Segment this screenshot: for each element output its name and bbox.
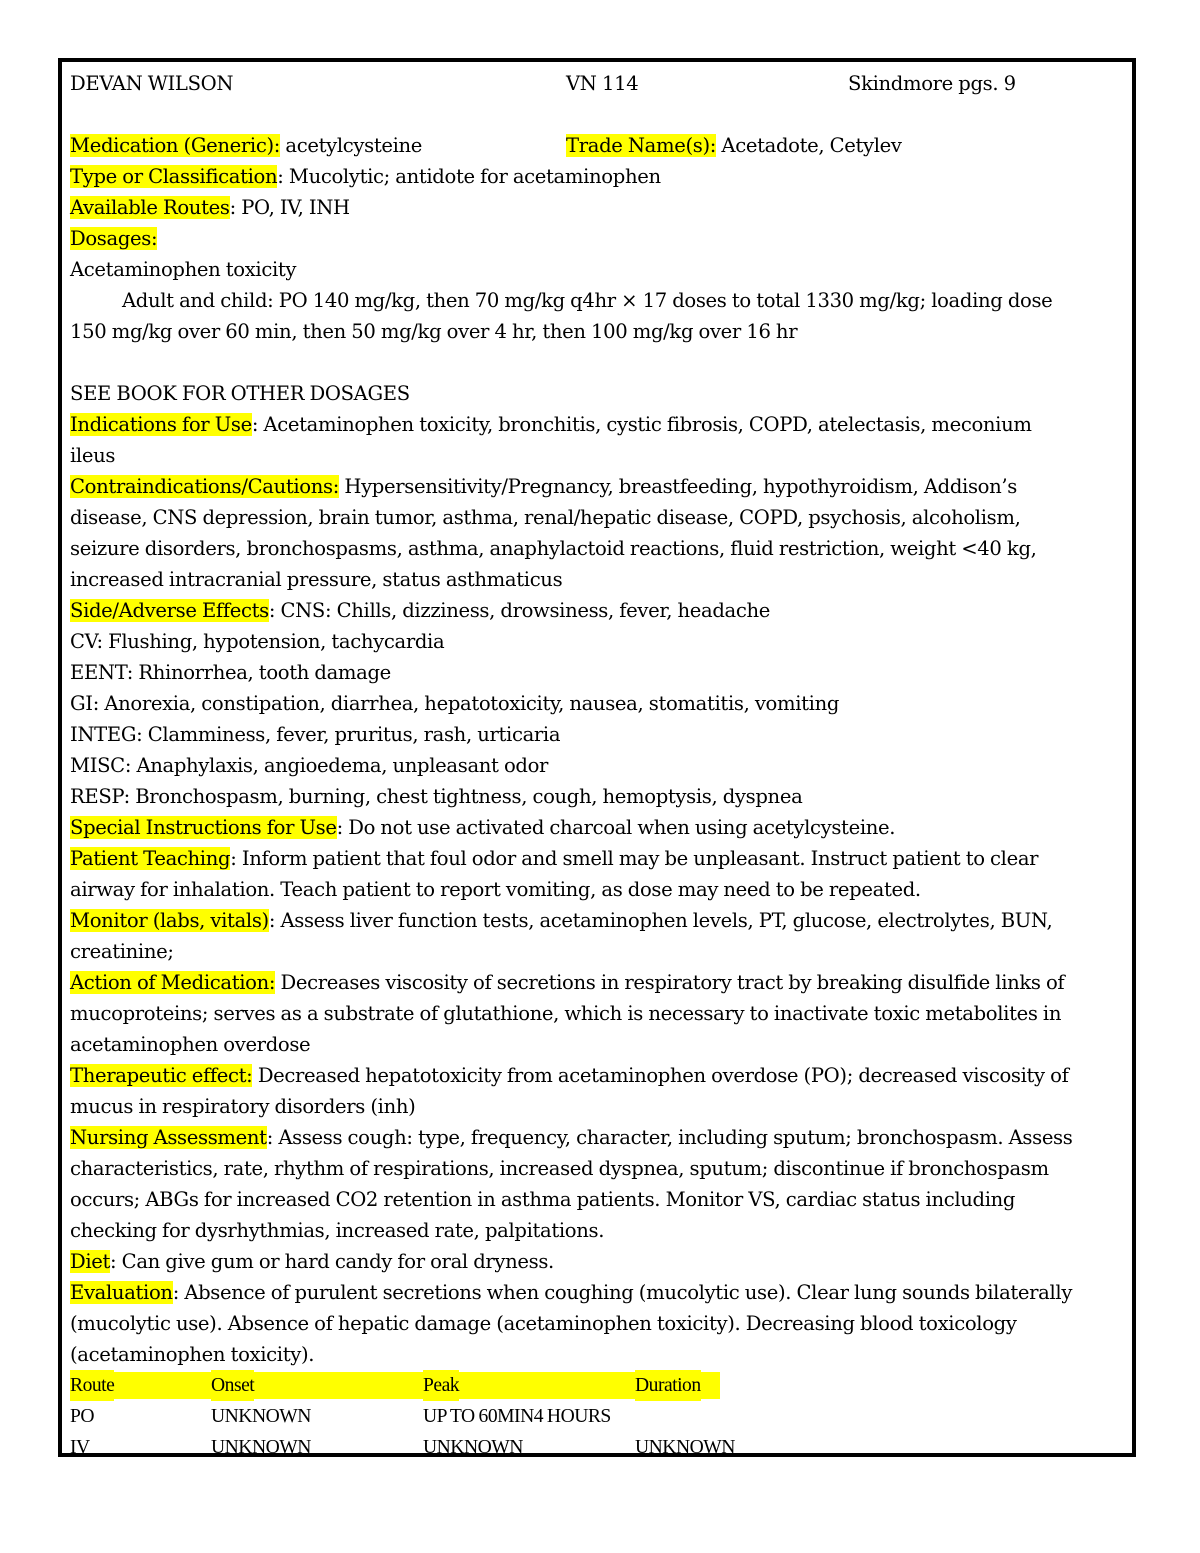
dosage-line: Adult and child: PO 140 mg/kg, then 70 mg/kg q4hr × 17 doses to total 1330 mg/kg; loading dose	[122, 289, 1053, 312]
monitor-label: Monitor (labs, vitals)	[70, 909, 269, 932]
side-effects-gi: GI: Anorexia, constipation, diarrhea, hepatotoxicity, nausea, stomatitis, vomiting	[70, 692, 840, 715]
reference-pages: Skindmore pgs. 9	[848, 72, 1016, 95]
indications-text: : Acetaminophen toxicity, bronchitis, cystic fibrosis, COPD, atelectasis, meconium	[251, 413, 1032, 436]
therapeutic-text: Decreased hepatotoxicity from acetaminophen overdose (PO); decreased viscosity of	[252, 1064, 1069, 1087]
contraindications-text: increased intracranial pressure, status asthmaticus	[70, 568, 563, 591]
dosage-line: 150 mg/kg over 60 min, then 50 mg/kg over 4 hr, then 100 mg/kg over 16 hr	[70, 320, 798, 343]
student-name: DEVAN WILSON	[70, 72, 234, 95]
spacer	[70, 99, 1124, 130]
routes-label: Available Routes	[70, 196, 230, 219]
side-effects-cns: : CNS: Chills, dizziness, drowsiness, fever, headache	[268, 599, 771, 622]
action-text: acetaminophen overdose	[70, 1033, 311, 1056]
course-code: VN 114	[566, 72, 639, 95]
page-frame	[58, 58, 1136, 1457]
medication-card	[70, 68, 1124, 1463]
special-instructions-row	[70, 812, 1124, 843]
patient-teaching-text: : Inform patient that foul odor and smell may be unpleasant. Instruct patient to clear	[230, 847, 1039, 870]
indications-text: ileus	[70, 444, 116, 467]
special-instructions-label: Special Instructions for Use	[70, 816, 337, 839]
action-text: Decreases viscosity of secretions in respiratory tract by breaking disulfide links of	[275, 971, 1065, 994]
action-label: Action of Medication:	[70, 971, 276, 994]
side-effects-row	[70, 595, 1124, 626]
diet-label: Diet	[70, 1250, 111, 1273]
side-effects-cv: CV: Flushing, hypotension, tachycardia	[70, 630, 445, 653]
action-text: mucoproteins; serves as a substrate of glutathione, which is necessary to inactivate toxic metabolites in	[70, 1002, 1062, 1025]
indications-row	[70, 409, 1124, 440]
header-row	[70, 68, 1124, 99]
pk-header-duration: Duration	[635, 1370, 701, 1401]
pk-header-peak: Peak	[423, 1370, 459, 1401]
pk-cell: UNKNOWN	[635, 1437, 735, 1458]
side-effects-integ: INTEG: Clamminess, fever, pruritus, rash, urticaria	[70, 723, 561, 746]
indications-label: Indications for Use	[70, 413, 252, 436]
side-effects-label: Side/Adverse Effects	[70, 599, 269, 622]
dosage-subheading: Acetaminophen toxicity	[70, 258, 297, 281]
pk-cell: IV	[70, 1437, 90, 1458]
pk-cell: UNKNOWN	[211, 1437, 311, 1458]
pk-table-header	[70, 1370, 1124, 1401]
routes-row	[70, 192, 1124, 223]
spacer	[70, 347, 1124, 378]
pk-table-row	[70, 1432, 1124, 1463]
contraindications-label: Contraindications/Cautions:	[70, 475, 339, 498]
diet-row	[70, 1246, 1124, 1277]
contraindications-text: seizure disorders, bronchospasms, asthma, anaphylactoid reactions, fluid restriction, weight <40 kg,	[70, 537, 1037, 560]
special-instructions-text: : Do not use activated charcoal when using acetylcysteine.	[336, 816, 896, 839]
patient-teaching-row	[70, 843, 1124, 874]
contraindications-text: Hypersensitivity/Pregnancy, breastfeeding, hypothyroidism, Addison’s	[338, 475, 1017, 498]
monitor-text: : Assess liver function tests, acetaminophen levels, PT, glucose, electrolytes, BUN,	[268, 909, 1053, 932]
pk-table-row	[70, 1401, 1124, 1432]
action-row	[70, 967, 1124, 998]
nursing-assessment-text: : Assess cough: type, frequency, character, including sputum; bronchospasm. Assess	[266, 1126, 1073, 1149]
monitor-text: creatinine;	[70, 940, 174, 963]
therapeutic-row	[70, 1060, 1124, 1091]
side-effects-eent: EENT: Rhinorrhea, tooth damage	[70, 661, 391, 684]
header-highlight	[70, 1372, 720, 1399]
contraindications-text: disease, CNS depression, brain tumor, asthma, renal/hepatic disease, COPD, psychosis, alcoholism,	[70, 506, 1021, 529]
pk-cell: UNKNOWN	[423, 1437, 523, 1458]
see-book-note: SEE BOOK FOR OTHER DOSAGES	[70, 382, 410, 405]
contraindications-row	[70, 471, 1124, 502]
classification-row	[70, 161, 1124, 192]
patient-teaching-label: Patient Teaching	[70, 847, 231, 870]
nursing-assessment-label: Nursing Assessment	[70, 1126, 267, 1149]
generic-label: Medication (Generic):	[70, 134, 281, 157]
side-effects-resp: RESP: Bronchospasm, burning, chest tightness, cough, hemoptysis, dyspnea	[70, 785, 803, 808]
monitor-row	[70, 905, 1124, 936]
dosages-label: Dosages:	[70, 227, 158, 250]
nursing-assessment-text: characteristics, rate, rhythm of respirations, increased dyspnea, sputum; discontinue if bronchospasm	[70, 1157, 1049, 1180]
therapeutic-label: Therapeutic effect:	[70, 1064, 253, 1087]
classification-value: : Mucolytic; antidote for acetaminophen	[277, 165, 661, 188]
pk-cell: PO	[70, 1406, 95, 1427]
evaluation-row	[70, 1277, 1124, 1308]
evaluation-text: : Absence of purulent secretions when coughing (mucolytic use). Clear lung sounds bilaterally	[172, 1281, 1073, 1304]
evaluation-text: (acetaminophen toxicity).	[70, 1343, 315, 1366]
pk-header-onset: Onset	[211, 1370, 254, 1401]
patient-teaching-text: airway for inhalation. Teach patient to report vomiting, as dose may need to be repeated.	[70, 878, 921, 901]
pk-cell: UP TO 60MIN4 HOURS	[423, 1406, 611, 1427]
generic-value: acetylcysteine	[285, 134, 423, 157]
side-effects-misc: MISC: Anaphylaxis, angioedema, unpleasant odor	[70, 754, 549, 777]
nursing-assessment-text: checking for dysrhythmias, increased rate, palpitations.	[70, 1219, 605, 1242]
trade-value: Acetadote, Cetylev	[721, 134, 902, 157]
pk-cell: UNKNOWN	[211, 1406, 311, 1427]
dosages-row	[70, 223, 1124, 254]
diet-text: : Can give gum or hard candy for oral dryness.	[110, 1250, 554, 1273]
pk-header-route: Route	[70, 1370, 114, 1401]
classification-label: Type or Classification	[70, 165, 278, 188]
medication-row	[70, 130, 1124, 161]
nursing-assessment-row	[70, 1122, 1124, 1153]
evaluation-text: (mucolytic use). Absence of hepatic damage (acetaminophen toxicity). Decreasing blood toxicology	[70, 1312, 1017, 1335]
evaluation-label: Evaluation	[70, 1281, 173, 1304]
routes-value: : PO, IV, INH	[229, 196, 350, 219]
trade-label: Trade Name(s):	[566, 134, 717, 157]
therapeutic-text: mucus in respiratory disorders (inh)	[70, 1095, 416, 1118]
nursing-assessment-text: occurs; ABGs for increased CO2 retention in asthma patients. Monitor VS, cardiac status including	[70, 1188, 1016, 1211]
